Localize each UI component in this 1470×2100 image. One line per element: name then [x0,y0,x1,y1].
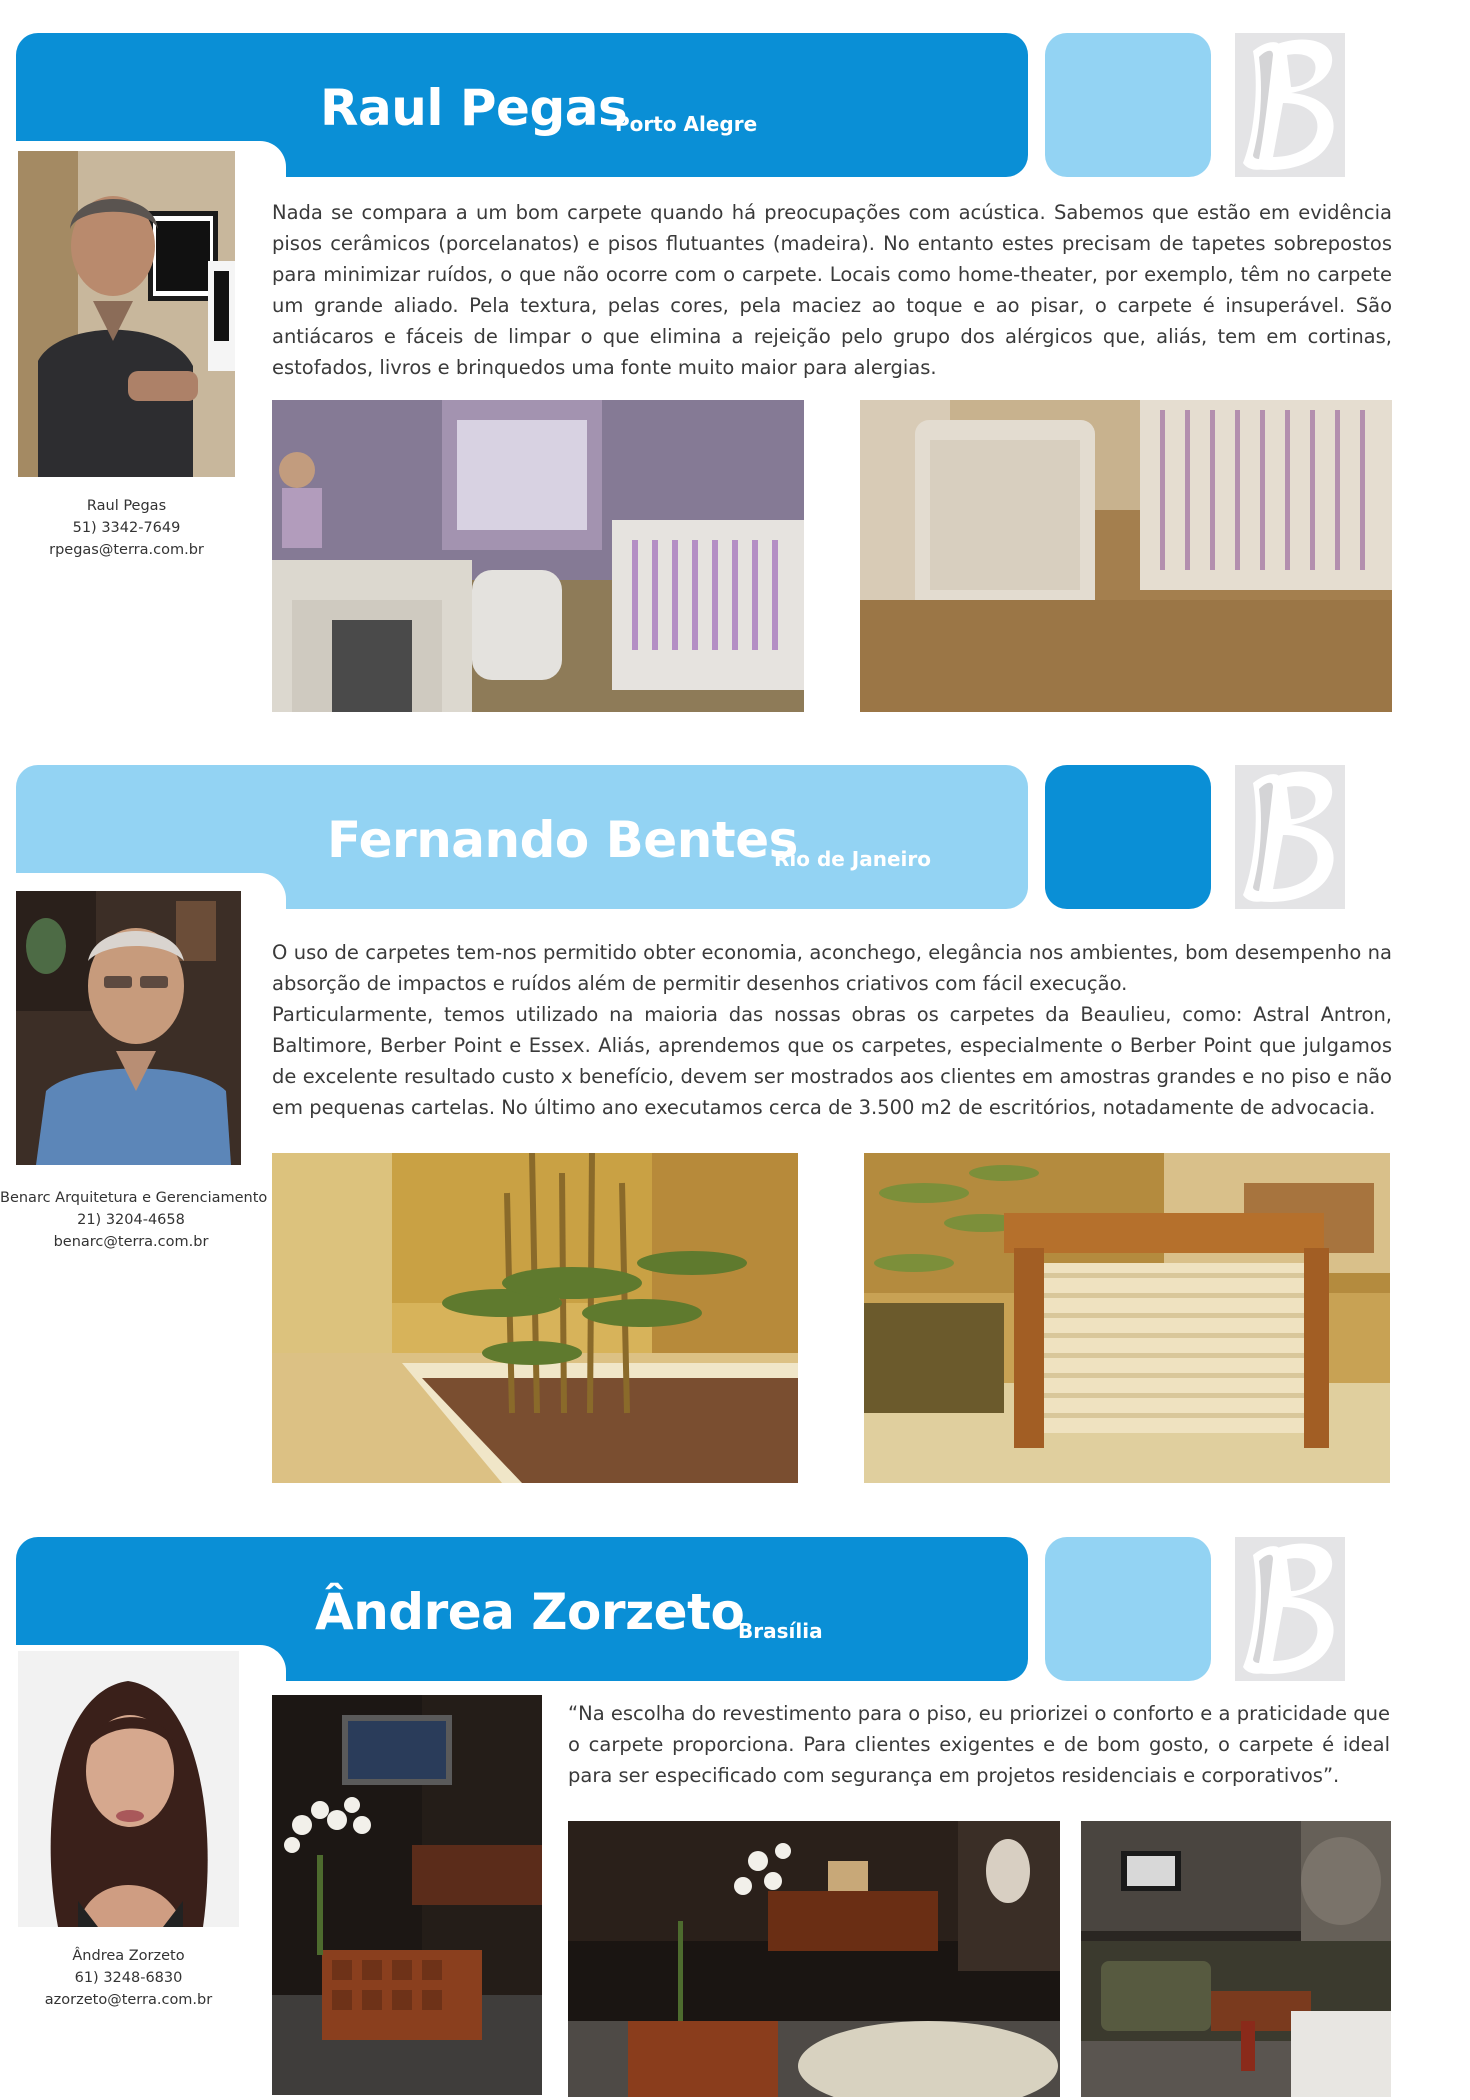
decorative-square [1045,1537,1211,1681]
paragraph: O uso de carpetes tem-nos permitido obter economia, aconchego, elegância nos ambientes, bom desempenho na absorção de impactos e ruídos além de permitir desenhos criativos com fácil execução. [272,941,1392,995]
paragraph: Nada se compara a um bom carpete quando há preocupações com acústica. Sabemos que estão em evidência pisos cerâmicos (porcelanatos) e pisos flutuantes (madeira). No entanto estes precisam de tapetes sobrepostos para minimizar ruídos, o que não ocorre com o carpete. Locais como home-theater, por exemplo, têm no carpete um grande aliado. Pela textura, pelas cores, pela maciez ao toque e ao pisar, o carpete é insuperável. São antiácaros e fáceis de limpar o que elimina a rejeição pelo grupo dos alérgicos que, aliás, tem em cortinas, estofados, livros e brinquedos uma fonte muito maior para alergias. [272,201,1392,379]
project-photo-living-room [568,1821,1060,2097]
decorative-square [1045,33,1211,177]
contact-name: Raul Pegas [86,498,167,514]
contact-block [0,1187,268,1253]
paragraph: “Na escolha do revestimento para o piso, eu priorizei o conforto e a praticidade que o carpete proporciona. Para clientes exigentes e de bom gosto, o carpete é ideal para ser especificado com segurança em projetos residenciais e corporativos”. [568,1702,1390,1787]
portrait-photo [18,1651,239,1927]
contact-phone: 21) 3204-4658 [77,1212,185,1228]
project-photo-planter [272,1153,798,1483]
portrait-photo [16,891,241,1165]
architect-name: Fernando Bentes [327,811,798,869]
contact-email[interactable]: benarc@terra.com.br [53,1234,209,1250]
contact-company: Benarc Arquitetura e Gerenciamento [0,1190,268,1206]
project-photo-reception-desk [864,1153,1390,1483]
architect-name: Raul Pegas [320,79,628,137]
project-photo-nursery-detail [860,400,1392,712]
paragraph: Particularmente, temos utilizado na maioria das nossas obras os carpetes da Beaulieu, como: Astral Antron, Baltimore, Berber Point e Essex. Aliás, aprendemos que os carpetes, especialmente o Berber Point que julgamos de excelente resultado custo x benefício, devem ser mostrados aos clientes em amostras grandes e no piso e não em pequenas cartelas. No último ano executamos cerca de 3.500 m2 de escritórios, notadamente de advocacia. [272,1003,1392,1119]
brand-logo-icon [1235,33,1345,177]
architect-city: Porto Alegre [615,112,758,136]
contact-phone: 51) 3342-7649 [72,520,181,536]
profile-section-andrea-zorzeto [0,1537,1470,2100]
project-photo-nursery [272,400,804,712]
contact-block [18,495,235,561]
name-banner [16,765,1028,909]
testimonial-text [272,197,1392,383]
contact-block [18,1945,239,2011]
decorative-square [1045,765,1211,909]
project-photo-lounge [1081,1821,1391,2097]
project-photo-home-theater [272,1695,542,2095]
brand-logo-icon [1235,1537,1345,1681]
profile-section-raul-pegas [0,33,1470,723]
contact-phone: 61) 3248-6830 [74,1970,183,1986]
portrait-photo [18,151,235,477]
architect-city: Brasília [738,1619,823,1643]
architect-name: Ândrea Zorzeto [315,1583,745,1641]
architect-city: Rio de Janeiro [774,847,932,871]
testimonial-quote [568,1698,1390,1791]
profile-section-fernando-bentes [0,765,1470,1485]
testimonial-text [272,937,1392,1123]
contact-email[interactable]: rpegas@terra.com.br [49,542,204,558]
contact-name: Ândrea Zorzeto [72,1948,185,1964]
brand-logo-icon [1235,765,1345,909]
contact-email[interactable]: azorzeto@terra.com.br [44,1992,213,2008]
